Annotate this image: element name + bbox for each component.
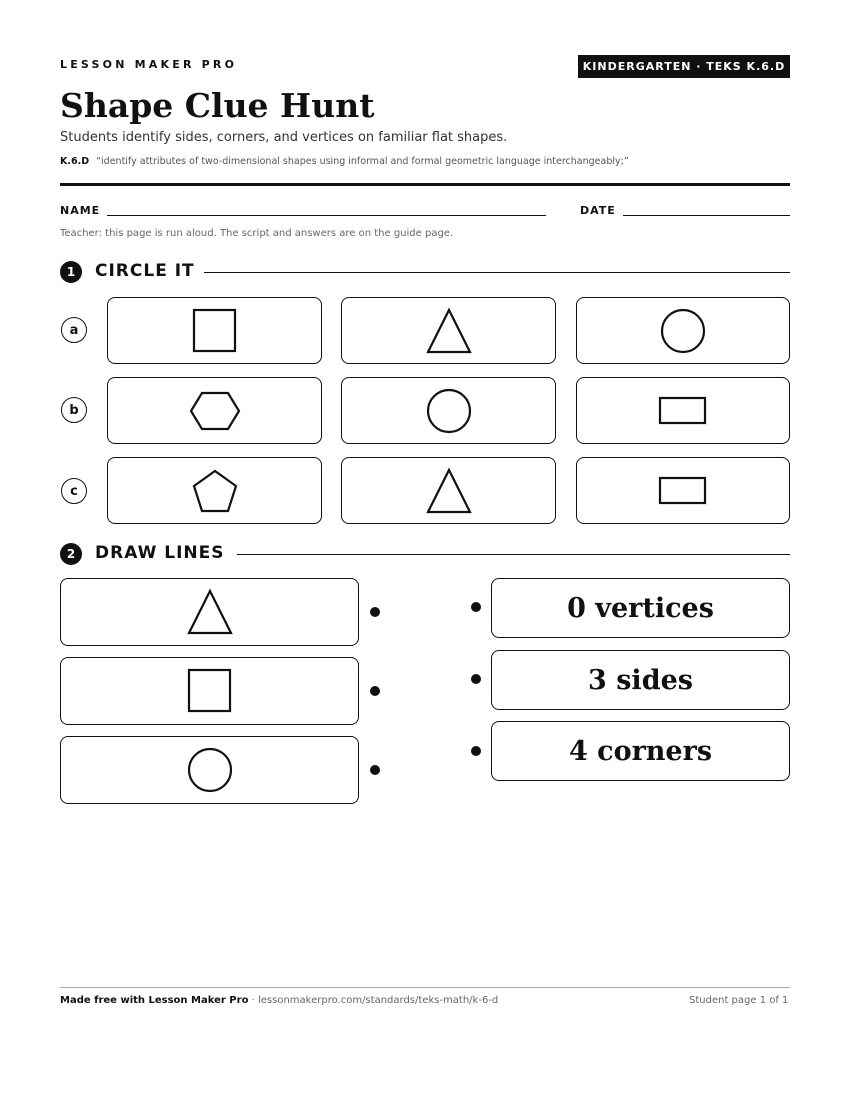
header-divider [60,183,790,186]
choice-card-b3[interactable] [576,377,790,444]
section-2-rule [237,554,790,555]
choice-card-c2[interactable] [341,457,556,524]
rectangle-icon [657,395,709,427]
triangle-icon [185,587,235,637]
page-title: Shape Clue Hunt [60,86,375,125]
rectangle-icon [657,475,709,507]
pentagon-icon [190,467,240,515]
row-letter-a: a [61,317,87,343]
triangle-icon [424,466,474,516]
footer-divider [60,987,790,988]
section-1-title: CIRCLE IT [95,261,195,281]
standard-line [60,156,629,167]
teacher-note: Teacher: this page is run aloud. The script and answers are on the guide page. [60,228,454,239]
choice-card-a3[interactable] [576,297,790,364]
section-1-rule [204,272,790,273]
match-word-card-1[interactable]: 0 vertices [491,578,790,638]
choice-card-b1[interactable] [107,377,322,444]
standard-text: “identify attributes of two-dimensional shapes using informal and formal geometric language interchangeably;” [96,156,629,167]
right-connector-dot-1[interactable] [471,602,481,612]
match-word-card-3[interactable]: 4 corners [491,721,790,781]
footer-made-with: Made free with Lesson Maker Pro [60,995,249,1006]
row-letter-b: b [61,397,87,423]
standard-code: K.6.D [60,156,90,167]
hexagon-icon [188,389,242,433]
choice-card-c3[interactable] [576,457,790,524]
right-connector-dot-3[interactable] [471,746,481,756]
choice-card-c1[interactable] [107,457,322,524]
footer-page-number: Student page 1 of 1 [689,995,789,1006]
left-connector-dot-2[interactable] [370,686,380,696]
date-label: DATE [580,204,616,217]
choice-card-b2[interactable] [341,377,556,444]
name-field[interactable] [107,215,546,216]
left-connector-dot-1[interactable] [370,607,380,617]
match-word-card-2[interactable]: 3 sides [491,650,790,710]
circle-icon [185,745,235,795]
square-icon [190,306,240,356]
circle-icon [658,306,708,356]
circle-icon [424,386,474,436]
right-connector-dot-2[interactable] [471,674,481,684]
section-2-title: DRAW LINES [95,543,225,563]
row-letter-c: c [61,478,87,504]
choice-card-a2[interactable] [341,297,556,364]
section-1-number: 1 [60,261,82,283]
choice-card-a1[interactable] [107,297,322,364]
grade-badge: KINDERGARTEN · TEKS K.6.D [578,55,790,78]
name-label: NAME [60,204,101,217]
footer-credit [60,995,498,1006]
triangle-icon [424,306,474,356]
match-shape-card-2[interactable] [60,657,359,725]
section-2-number: 2 [60,543,82,565]
date-field[interactable] [623,215,790,216]
left-connector-dot-3[interactable] [370,765,380,775]
match-shape-card-1[interactable] [60,578,359,646]
brand-name: LESSON MAKER PRO [60,58,238,71]
match-shape-card-3[interactable] [60,736,359,804]
footer-url[interactable]: · lessonmakerpro.com/standards/teks-math/k-6-d [248,995,499,1006]
page-subtitle: Students identify sides, corners, and vertices on familiar flat shapes. [60,130,508,145]
square-icon [185,666,235,716]
